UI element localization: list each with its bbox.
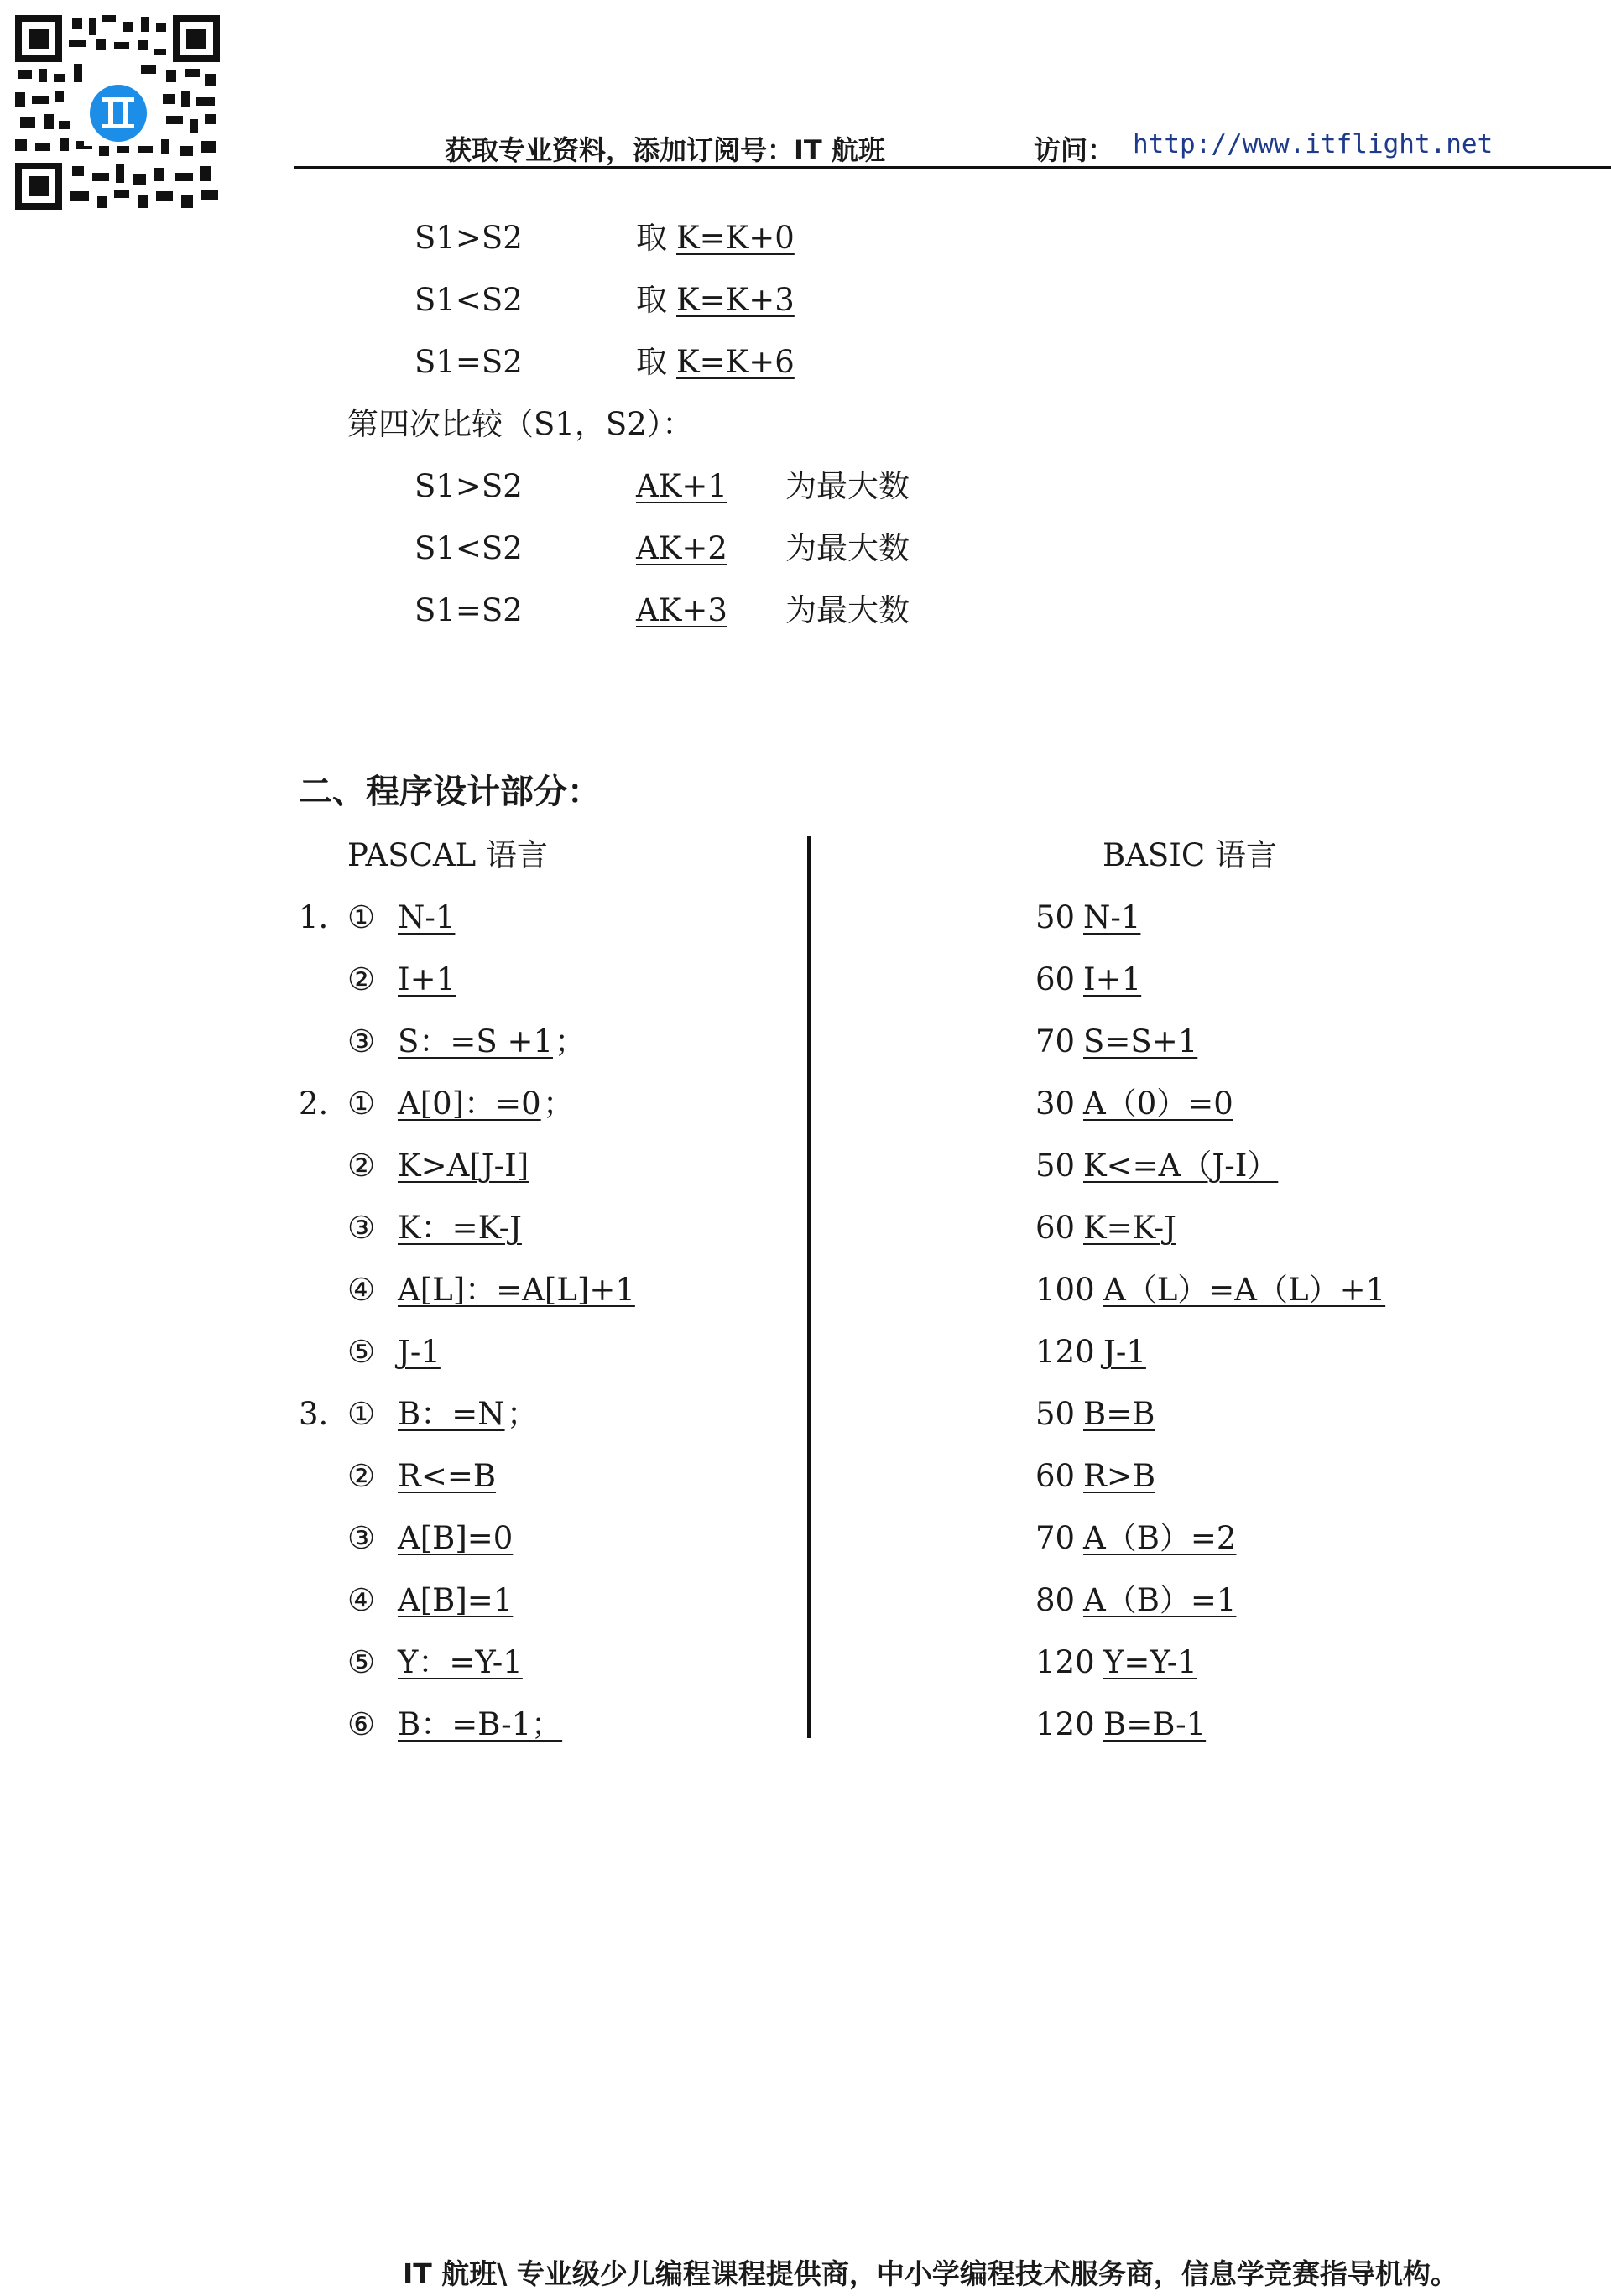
pascal-answer: A[B]=1 xyxy=(398,1582,514,1618)
blank-marker: ② xyxy=(347,961,376,997)
section-heading: 二、程序设计部分： xyxy=(299,772,601,811)
pascal-answer: A[L]：=A[L]+1 xyxy=(398,1272,635,1308)
pascal-answer: I+1 xyxy=(398,961,456,997)
blank-marker: ③ xyxy=(347,1520,376,1556)
basic-line-number: 60 xyxy=(1035,1210,1076,1246)
footer-text: IT 航班\ 专业级少儿编程课程提供商，中小学编程技术服务商，信息学竞赛指导机构。 xyxy=(403,2257,1458,2290)
basic-answer: A（0）=0 xyxy=(1083,1086,1233,1122)
blank-marker: ⑤ xyxy=(347,1334,376,1370)
basic-line-number: 100 xyxy=(1035,1272,1095,1308)
basic-line-number: 120 xyxy=(1035,1334,1095,1370)
pascal-suffix: ； xyxy=(543,1086,574,1122)
fourth-expr: AK+3 xyxy=(636,592,727,628)
basic-line-number: 60 xyxy=(1035,961,1076,997)
fourth-cond: S1<S2 xyxy=(414,530,523,566)
fourth-note: 为最大数 xyxy=(785,530,910,566)
pascal-header: PASCAL 语言 xyxy=(347,837,548,873)
compare-expr: K=K+3 xyxy=(676,282,795,318)
compare-take: 取 xyxy=(636,344,667,380)
header-url-link[interactable]: http://www.itflight.net xyxy=(1133,129,1494,159)
compare-cond: S1=S2 xyxy=(414,344,523,380)
blank-marker: ③ xyxy=(347,1210,376,1246)
blank-marker: ① xyxy=(347,1396,376,1432)
blank-marker: ② xyxy=(347,1148,376,1184)
basic-line-number: 120 xyxy=(1035,1706,1095,1742)
fourth-note: 为最大数 xyxy=(785,468,910,504)
basic-answer: J-1 xyxy=(1103,1334,1146,1370)
blank-marker: ① xyxy=(347,1086,376,1122)
pascal-answer: K：=K-J xyxy=(398,1210,522,1246)
basic-answer: B=B-1 xyxy=(1103,1706,1207,1742)
compare-take: 取 xyxy=(636,220,667,256)
basic-line-number: 30 xyxy=(1035,1086,1076,1122)
blank-marker: ⑤ xyxy=(347,1644,376,1680)
compare-expr: K=K+6 xyxy=(676,344,795,380)
basic-answer: A（B）=1 xyxy=(1083,1582,1237,1618)
pascal-answer: J-1 xyxy=(398,1334,441,1370)
basic-answer: K<=A（J-I） xyxy=(1083,1148,1279,1184)
basic-answer: A（B）=2 xyxy=(1083,1520,1237,1556)
basic-line-number: 60 xyxy=(1035,1458,1076,1494)
pascal-suffix-wrap xyxy=(507,1396,538,1433)
pascal-suffix-wrap xyxy=(543,1086,574,1122)
blank-marker: ④ xyxy=(347,1272,376,1308)
blank-marker: ② xyxy=(347,1458,376,1494)
header-promo: 获取专业资料，添加订阅号：IT 航班 xyxy=(445,134,885,166)
basic-answer: B=B xyxy=(1083,1396,1155,1432)
fourth-note: 为最大数 xyxy=(785,592,910,628)
basic-answer: N-1 xyxy=(1083,899,1141,935)
fourth-cond: S1=S2 xyxy=(414,592,523,628)
compare-expr: K=K+0 xyxy=(676,220,795,256)
basic-line-number: 70 xyxy=(1035,1520,1076,1556)
basic-line-number: 50 xyxy=(1035,1396,1076,1432)
blank-marker: ⑥ xyxy=(347,1706,376,1742)
fourth-compare-label: 第四次比较（S1，S2）： xyxy=(347,406,694,442)
blank-marker: ① xyxy=(347,899,376,935)
pascal-suffix-wrap xyxy=(555,1023,586,1060)
fourth-expr: AK+2 xyxy=(636,530,727,566)
fourth-expr: AK+1 xyxy=(636,468,727,504)
basic-answer: Y=Y-1 xyxy=(1103,1644,1197,1680)
pascal-answer: S：=S +1 xyxy=(398,1023,553,1059)
compare-cond: S1<S2 xyxy=(414,282,523,318)
column-divider xyxy=(807,836,811,1738)
basic-line-number: 70 xyxy=(1035,1023,1076,1059)
pascal-suffix: ； xyxy=(555,1023,586,1059)
blank-marker: ③ xyxy=(347,1023,376,1059)
pascal-answer: B：=N xyxy=(398,1396,505,1432)
basic-answer: A（L）=A（L）+1 xyxy=(1103,1272,1386,1308)
fourth-cond: S1>S2 xyxy=(414,468,523,504)
basic-line-number: 80 xyxy=(1035,1582,1076,1618)
question-number: 3. xyxy=(299,1396,329,1432)
basic-answer: K=K-J xyxy=(1083,1210,1176,1246)
pascal-answer: K>A[J-I] xyxy=(398,1148,529,1184)
basic-answer: I+1 xyxy=(1083,961,1142,997)
pascal-answer: N-1 xyxy=(398,899,456,935)
question-number: 1. xyxy=(299,899,329,935)
basic-line-number: 120 xyxy=(1035,1644,1095,1680)
compare-take: 取 xyxy=(636,282,667,318)
pascal-answer: A[0]：=0 xyxy=(398,1086,541,1122)
compare-cond: S1>S2 xyxy=(414,220,523,256)
basic-answer: R>B xyxy=(1083,1458,1156,1494)
header-rule xyxy=(294,166,1611,169)
basic-line-number: 50 xyxy=(1035,899,1076,935)
pascal-answer: A[B]=0 xyxy=(398,1520,514,1556)
header-visit-label: 访问： xyxy=(1034,134,1115,166)
pascal-answer: Y：=Y-1 xyxy=(398,1644,523,1680)
blank-marker: ④ xyxy=(347,1582,376,1618)
pascal-answer: B：=B-1； xyxy=(398,1706,563,1742)
qr-code-icon xyxy=(15,15,220,210)
basic-line-number: 50 xyxy=(1035,1148,1076,1184)
basic-answer: S=S+1 xyxy=(1083,1023,1198,1059)
question-number: 2. xyxy=(299,1086,329,1122)
pascal-suffix: ； xyxy=(507,1396,538,1432)
pascal-answer: R<=B xyxy=(398,1458,497,1494)
basic-header: BASIC 语言 xyxy=(1103,837,1277,873)
